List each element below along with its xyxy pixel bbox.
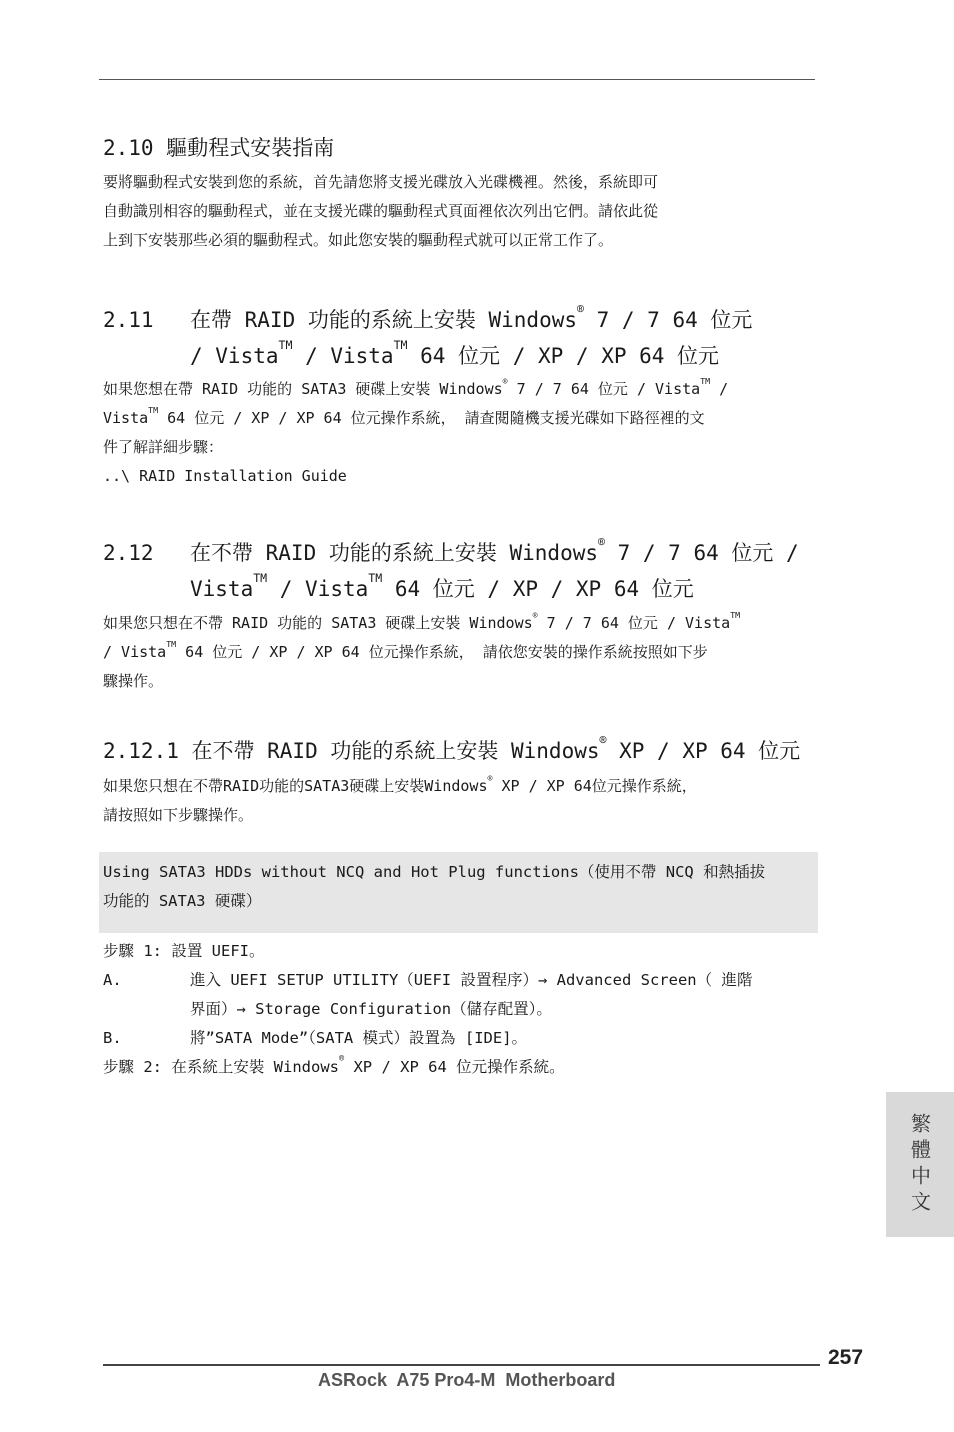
- title-text: 2.12.1 在不帶 RAID 功能的系統上安裝 Windows: [103, 739, 600, 763]
- paragraph-line: 自動識別相容的驅動程式，並在支援光碟的驅動程式頁面裡依次列出它們。請依此從: [103, 202, 659, 220]
- paragraph-line: / Vista™ 64 位元 / XP / XP 64 位元操作系統， 請依您安裝的操作系統按照如下步: [103, 639, 708, 661]
- language-tab-label: 繁體中文: [907, 1112, 932, 1217]
- title-text: 7 / 7 64 位元 /: [604, 541, 799, 565]
- registered-mark: ®: [599, 733, 607, 747]
- section-2-11-title-cont: [190, 338, 719, 374]
- section-number: 2.12: [103, 541, 154, 565]
- note-line: 功能的 SATA3 硬碟）: [103, 892, 262, 910]
- trademark-mark: TM: [393, 338, 408, 352]
- section-number: 2.11: [103, 308, 154, 332]
- trademark-mark: TM: [253, 571, 268, 585]
- title-text: XP / XP 64 位元: [606, 739, 801, 763]
- section-2-12-1-title: [103, 733, 800, 769]
- section-2-12-title: [103, 535, 799, 571]
- step-2: 步驟 2: 在系統上安裝 Windows® XP / XP 64 位元操作系統。: [103, 1054, 565, 1076]
- paragraph-line: 如果您只想在不帶 RAID 功能的 SATA3 硬碟上安裝 Windows® 7 / 7 64 位元 / Vista™: [103, 610, 741, 632]
- title-text: / Vista: [267, 577, 369, 601]
- title-text: / Vista: [292, 344, 394, 368]
- footer-title: ASRock A75 Pro4-M Motherboard: [318, 1370, 616, 1390]
- registered-mark: ®: [338, 1054, 345, 1064]
- trademark-mark: TM: [368, 571, 383, 585]
- section-2-11-body: [103, 375, 819, 491]
- step-a-cont: 界面）→ Storage Configuration（儲存配置）。: [190, 1000, 552, 1018]
- step-text: 進入 UEFI SETUP UTILITY（UEFI 設置程序）→ Advanced Screen（ 進階: [190, 971, 753, 989]
- section-2-10-title: 2.10 驅動程式安裝指南: [103, 136, 335, 160]
- install-guide-path: ..\ RAID Installation Guide: [103, 467, 347, 485]
- title-text: 7 / 7 64 位元: [583, 308, 753, 332]
- paragraph-line: 驟操作。: [103, 672, 164, 690]
- step-1: 步驟 1: 設置 UEFI。: [103, 942, 265, 960]
- title-text: / Vista: [190, 344, 279, 368]
- trademark-mark: TM: [278, 338, 293, 352]
- paragraph-line: 件了解詳細步驟：: [103, 438, 224, 456]
- note-line: Using SATA3 HDDs without NCQ and Hot Plug functions（使用不帶 NCQ 和熱插拔: [103, 863, 766, 881]
- step-text: 將”SATA Mode”（SATA 模式）設置為 [IDE]。: [190, 1029, 528, 1047]
- section-2-11-title: [103, 302, 752, 338]
- title-text: Vista: [190, 577, 254, 601]
- step-label: A.: [103, 971, 122, 989]
- step-label: B.: [103, 1029, 122, 1047]
- step-a: [103, 966, 752, 995]
- paragraph-line: 上到下安裝那些必須的驅動程式。如此您安裝的驅動程式就可以正常工作了。: [103, 231, 614, 249]
- language-tab: [886, 1092, 954, 1237]
- paragraph-line: Vista™ 64 位元 / XP / XP 64 位元操作系統， 請查閱隨機支援光碟如下路徑裡的文: [103, 405, 705, 427]
- footer-rule: [103, 1364, 820, 1366]
- title-text: 在帶 RAID 功能的系統上安裝 Windows: [190, 308, 578, 332]
- title-text: 在不帶 RAID 功能的系統上安裝 Windows: [190, 541, 599, 565]
- header-rule: [99, 79, 815, 80]
- paragraph-line: 如果您想在帶 RAID 功能的 SATA3 硬碟上安裝 Windows® 7 / 7 64 位元 / Vista™ /: [103, 376, 729, 398]
- note-box: [99, 852, 818, 933]
- section-2-12-title-cont: [190, 571, 694, 607]
- section-2-10-body: [103, 168, 819, 255]
- title-text: 64 位元 / XP / XP 64 位元: [407, 344, 720, 368]
- paragraph-line: 要將驅動程式安裝到您的系統，首先請您將支援光碟放入光碟機裡。然後，系統即可: [103, 173, 659, 191]
- section-2-12-body: [103, 609, 819, 696]
- registered-mark: ®: [598, 535, 605, 549]
- title-text: 64 位元 / XP / XP 64 位元: [382, 577, 694, 601]
- step-b: [103, 1024, 527, 1053]
- registered-mark: ®: [577, 302, 584, 316]
- page-number: 257: [828, 1346, 864, 1369]
- paragraph-line: 請按照如下步驟操作。: [103, 806, 254, 824]
- section-2-12-1-body: [103, 772, 819, 830]
- paragraph-line: 如果您只想在不帶RAID功能的SATA3硬碟上安裝Windows® XP / XP 64位元操作系統，: [103, 773, 697, 795]
